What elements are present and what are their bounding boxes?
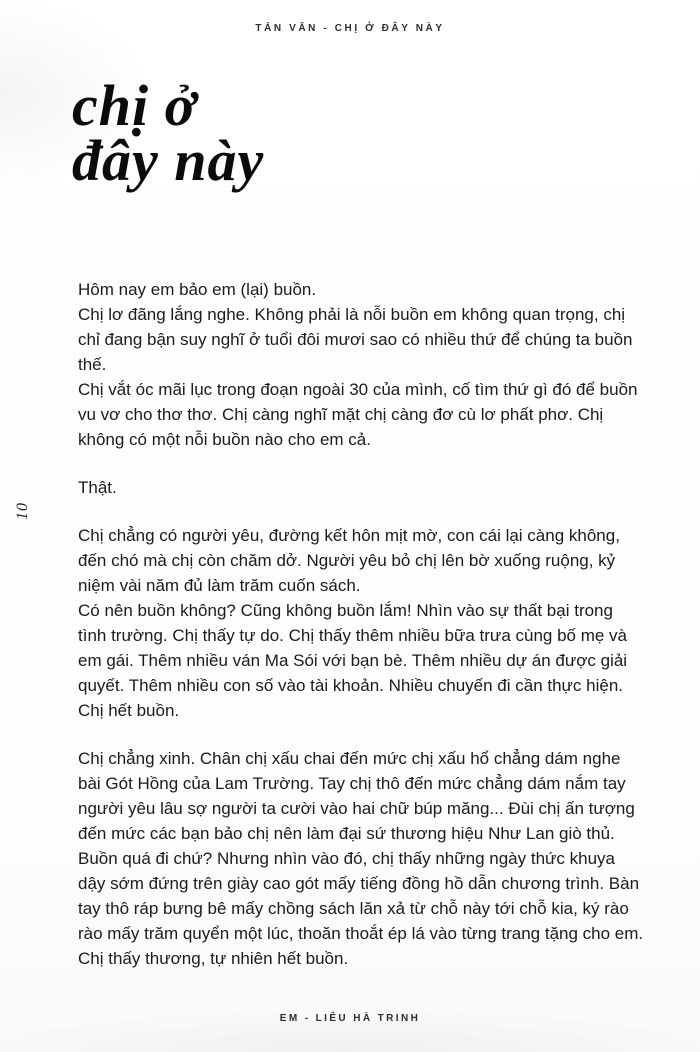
essay-body	[78, 277, 644, 971]
page-number: 10	[14, 502, 31, 520]
paragraph: Chị chẳng xinh. Chân chị xấu chai đến mức chị xấu hổ chẳng dám nghe bài Gót Hồng của Lam Trường. Tay chị thô đến mức chẳng dám nắm tay người yêu lâu sợ người ta cười vào hai chữ búp măng... Đùi chị ấn tượng đến mức các bạn bảo chị nên làm đại sứ thương hiệu Như Lan giò thủ. Buồn quá đi chứ? Nhưng nhìn vào đó, chị thấy những ngày thức khuya dậy sớm đứng trên giày cao gót mấy tiếng đồng hồ dẫn chương trình. Bàn tay thô ráp bưng bê mấy chồng sách lăn xả từ chỗ này tới chỗ kia, ký rào rào mấy trăm quyển một lúc, thoăn thoắt ép lá vào từng trang tặng cho em. Chị thấy thương, tự nhiên hết buồn.	[78, 749, 644, 968]
paragraph-group	[78, 475, 644, 500]
running-header: TẢN VĂN - CHỊ Ở ĐÂY NÀY	[255, 23, 445, 34]
running-footer: EM - LIÊU HÀ TRINH	[279, 1013, 421, 1024]
paragraph: Thật.	[78, 478, 117, 497]
chapter-title	[72, 73, 265, 194]
paragraph: Chị chẳng có người yêu, đường kết hôn mịt mờ, con cái lại càng không, đến chó mà chị còn chăm dở. Người yêu bỏ chị lên bờ xuống ruộng, kỷ niệm vài năm đủ làm trăm cuốn sách.	[78, 526, 620, 595]
chapter-title-line-1: chị ở	[72, 73, 197, 138]
paragraph: Hôm nay em bảo em (lại) buồn.	[78, 280, 317, 299]
paragraph-group	[78, 746, 644, 971]
paragraph: Chị lơ đãng lắng nghe. Không phải là nỗi buồn em không quan trọng, chị chỉ đang bận suy nghĩ ở tuổi đôi mươi sao có nhiều thứ để chúng ta buồn thế.	[78, 305, 633, 374]
paragraph: Có nên buồn không? Cũng không buồn lắm! Nhìn vào sự thất bại trong tình trường. Chị thấy tự do. Chị thấy thêm nhiều bữa trưa cùng bố mẹ và em gái. Thêm nhiều ván Ma Sói với bạn bè. Thêm nhiều dự án được giải quyết. Thêm nhiều con số vào tài khoản. Nhiều chuyến đi cần thực hiện. Chị hết buồn.	[78, 601, 628, 720]
chapter-title-line-2: đây này	[72, 128, 265, 194]
paragraph-group	[78, 523, 644, 723]
paragraph-group	[78, 277, 644, 452]
paragraph: Chị vắt óc mãi lục trong đoạn ngoài 30 của mình, cố tìm thứ gì đó để buồn vu vơ cho thơ thơ. Chị càng nghĩ mặt chị càng đơ cù lơ phất phơ. Chị không có một nỗi buồn nào cho em cả.	[78, 380, 638, 449]
